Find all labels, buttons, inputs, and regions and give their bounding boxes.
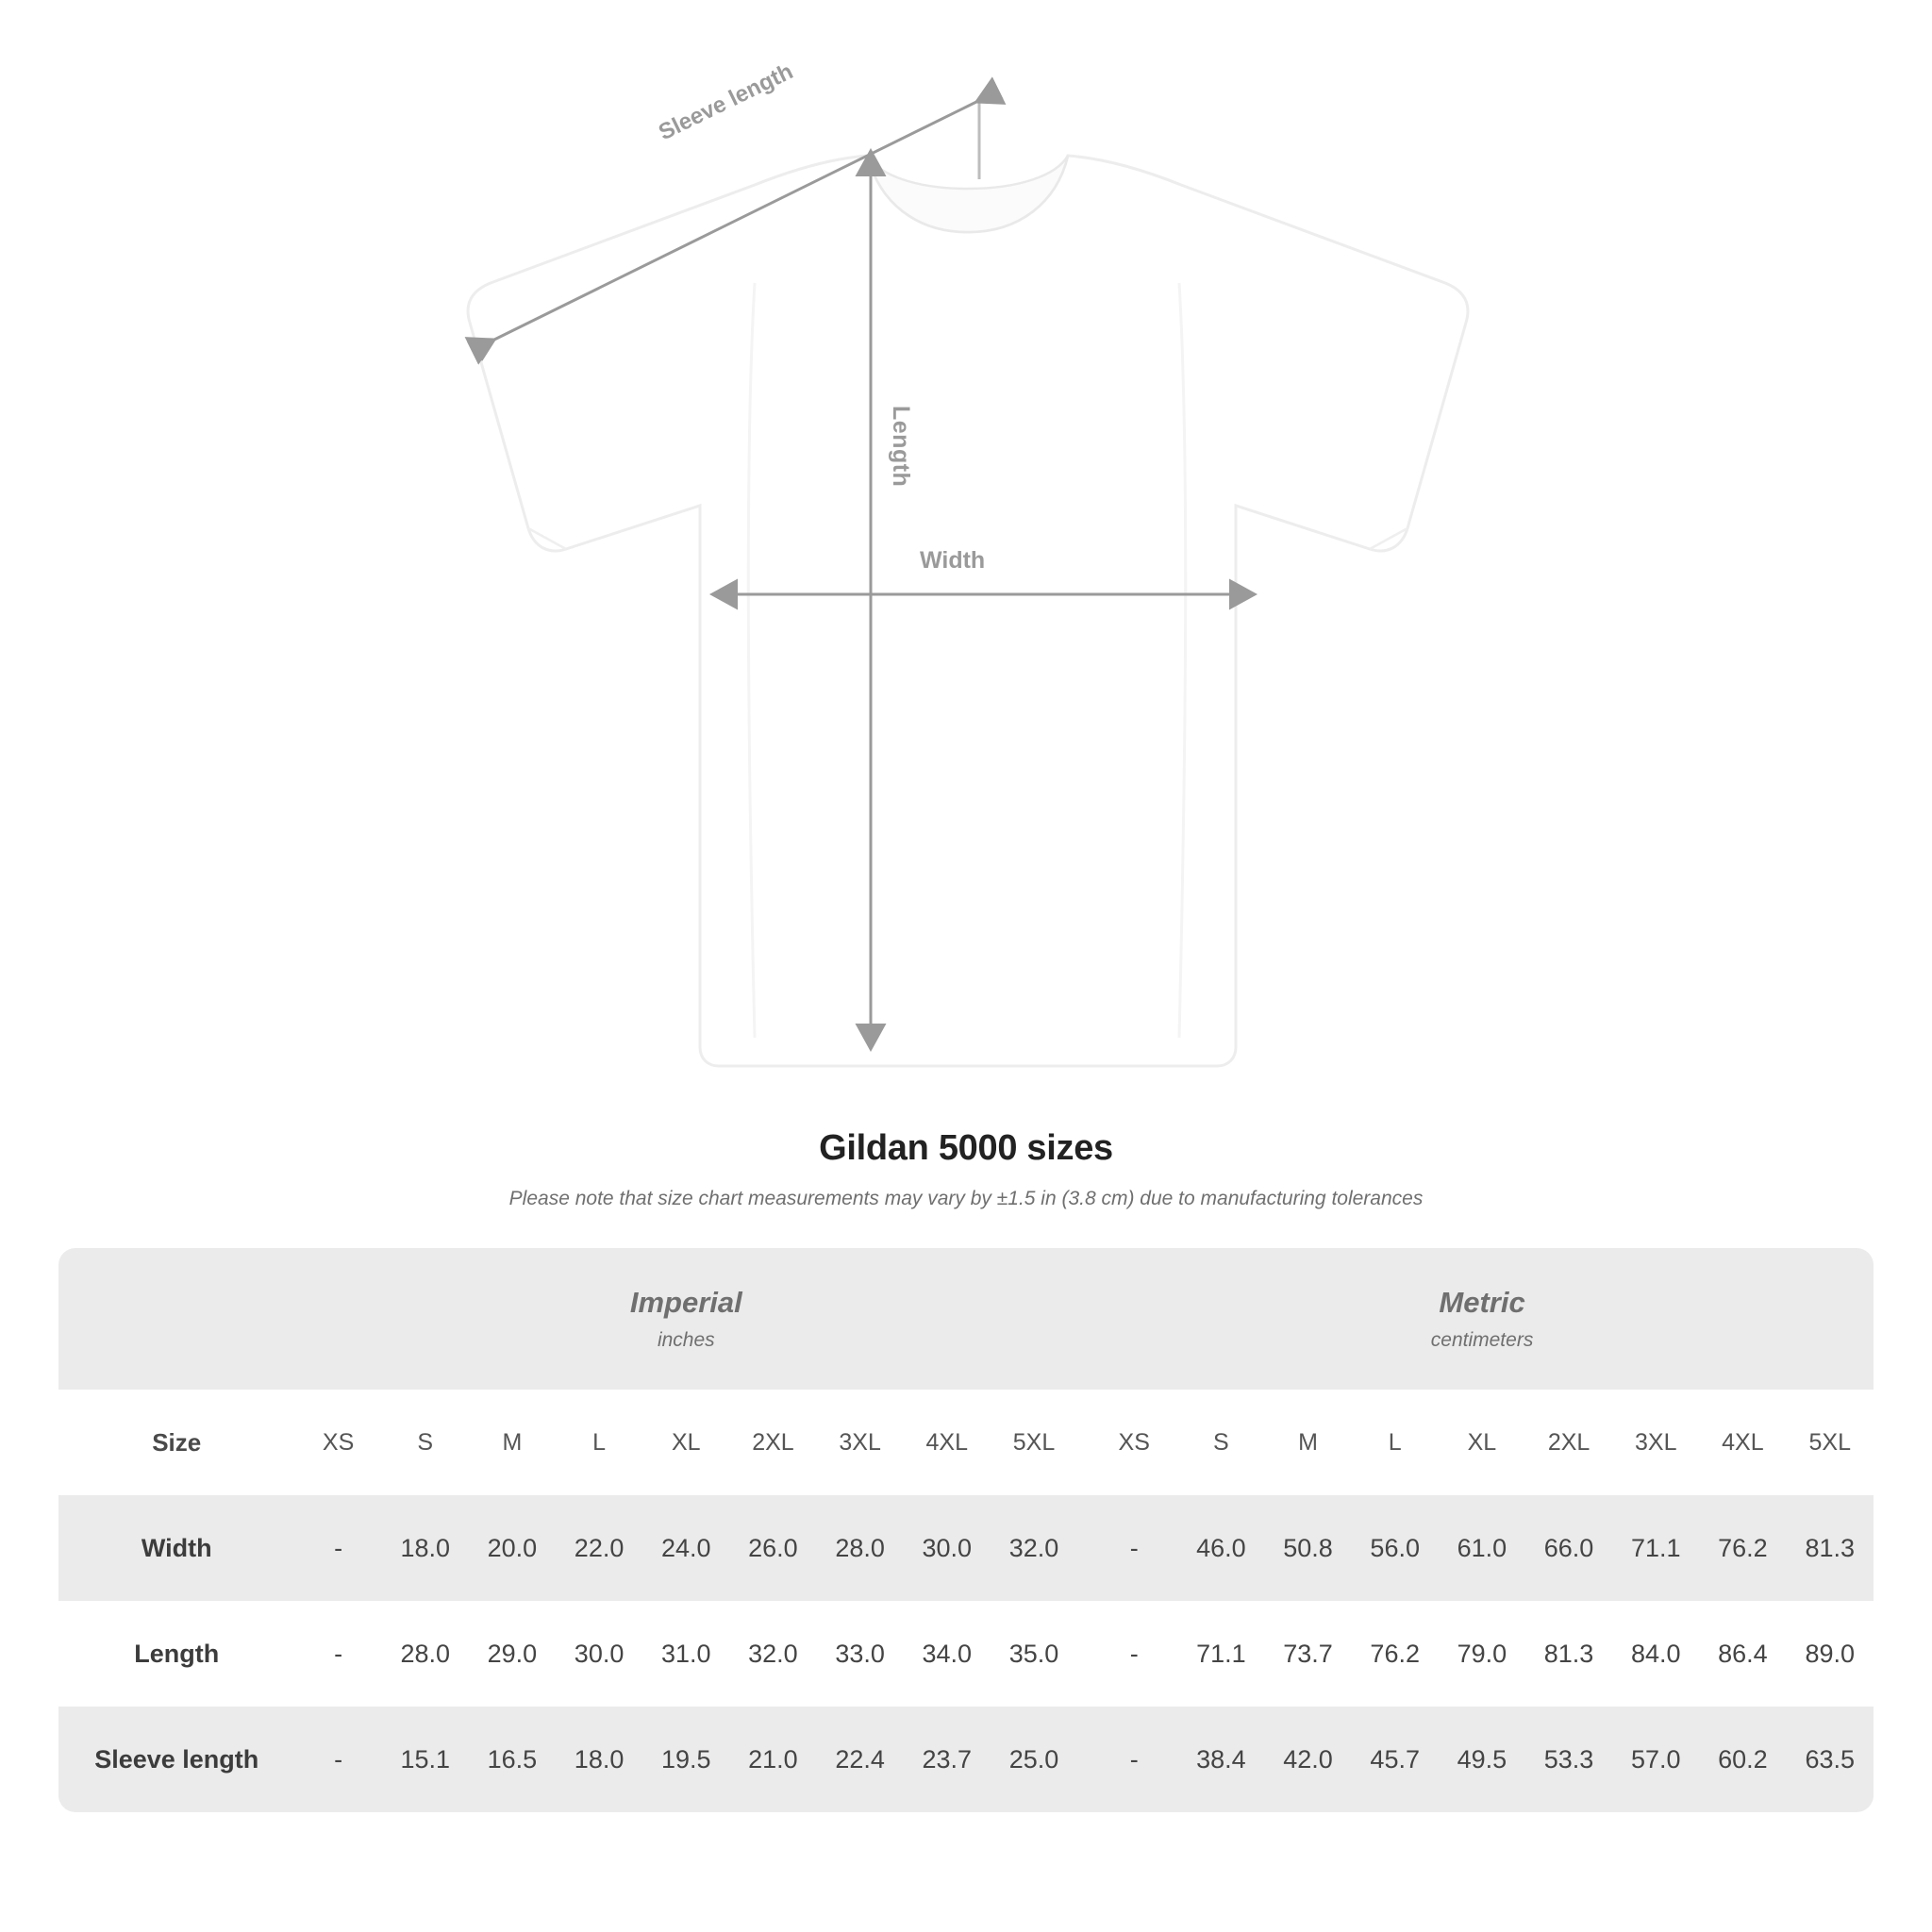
cell-length-metric-1: 71.1 [1177, 1601, 1264, 1707]
unit-row-spacer [58, 1248, 294, 1390]
cell-sleeve-metric-2: 42.0 [1264, 1707, 1351, 1812]
row-separator [1077, 1495, 1091, 1601]
table-row [58, 1601, 1874, 1707]
cell-sleeve-imperial-8: 25.0 [991, 1707, 1077, 1812]
cell-sleeve-metric-1: 38.4 [1177, 1707, 1264, 1812]
cell-sleeve-metric-6: 57.0 [1612, 1707, 1699, 1812]
imperial-label: Imperial [629, 1286, 742, 1319]
size-header-label: Size [58, 1390, 294, 1495]
cell-width-imperial-5: 26.0 [729, 1495, 816, 1601]
cell-sleeve-imperial-1: 15.1 [382, 1707, 469, 1812]
size-header-row [58, 1390, 1874, 1495]
cell-length-metric-5: 81.3 [1525, 1601, 1612, 1707]
metric-sublabel: centimeters [1430, 1329, 1534, 1351]
cell-width-imperial-4: 24.0 [642, 1495, 729, 1601]
cell-width-metric-0: - [1091, 1495, 1177, 1601]
size-header-imperial-5: 2XL [729, 1390, 816, 1495]
size-header-imperial-0: XS [294, 1390, 381, 1495]
cell-width-metric-4: 61.0 [1439, 1495, 1525, 1601]
cell-width-metric-7: 76.2 [1699, 1495, 1786, 1601]
cell-width-metric-6: 71.1 [1612, 1495, 1699, 1601]
cell-length-imperial-7: 34.0 [904, 1601, 991, 1707]
size-header-metric-8: 5XL [1786, 1390, 1874, 1495]
cell-sleeve-imperial-3: 18.0 [556, 1707, 642, 1812]
cell-length-imperial-5: 32.0 [729, 1601, 816, 1707]
row-separator [1077, 1707, 1091, 1812]
cell-sleeve-imperial-5: 21.0 [729, 1707, 816, 1812]
cell-length-imperial-3: 30.0 [556, 1601, 642, 1707]
cell-length-imperial-2: 29.0 [469, 1601, 556, 1707]
size-header-metric-1: S [1177, 1390, 1264, 1495]
size-header-imperial-7: 4XL [904, 1390, 991, 1495]
cell-length-metric-2: 73.7 [1264, 1601, 1351, 1707]
tshirt-shape [468, 156, 1468, 1066]
cell-sleeve-metric-3: 45.7 [1352, 1707, 1439, 1812]
size-header-metric-4: XL [1439, 1390, 1525, 1495]
size-header-imperial-1: S [382, 1390, 469, 1495]
row-label-length: Length [58, 1601, 294, 1707]
row-label-width: Width [58, 1495, 294, 1601]
cell-length-imperial-6: 33.0 [817, 1601, 904, 1707]
imperial-sublabel: inches [657, 1329, 715, 1351]
size-table-container [58, 1248, 1874, 1812]
size-header-imperial-4: XL [642, 1390, 729, 1495]
cell-length-metric-3: 76.2 [1352, 1601, 1439, 1707]
cell-length-metric-4: 79.0 [1439, 1601, 1525, 1707]
cell-sleeve-imperial-4: 19.5 [642, 1707, 729, 1812]
cell-sleeve-imperial-0: - [294, 1707, 381, 1812]
metric-group-header [1091, 1248, 1874, 1390]
imperial-group-header [294, 1248, 1077, 1390]
cell-sleeve-imperial-2: 16.5 [469, 1707, 556, 1812]
page-title: Gildan 5000 sizes [819, 1128, 1113, 1168]
metric-label: Metric [1439, 1286, 1525, 1319]
cell-width-imperial-3: 22.0 [556, 1495, 642, 1601]
size-header-metric-2: M [1264, 1390, 1351, 1495]
cell-length-imperial-4: 31.0 [642, 1601, 729, 1707]
table-row [58, 1707, 1874, 1812]
row-label-sleeve-length: Sleeve length [58, 1707, 294, 1812]
length-label: Length [888, 406, 914, 488]
cell-sleeve-metric-8: 63.5 [1786, 1707, 1874, 1812]
size-table [58, 1248, 1874, 1812]
size-header-separator [1077, 1390, 1091, 1495]
cell-width-metric-5: 66.0 [1525, 1495, 1612, 1601]
cell-width-metric-8: 81.3 [1786, 1495, 1874, 1601]
cell-width-imperial-6: 28.0 [817, 1495, 904, 1601]
unit-group-row [58, 1248, 1874, 1390]
chart-heading [0, 1128, 1932, 1210]
cell-width-metric-2: 50.8 [1264, 1495, 1351, 1601]
width-label: Width [920, 547, 986, 574]
cell-length-metric-6: 84.0 [1612, 1601, 1699, 1707]
size-header-imperial-3: L [556, 1390, 642, 1495]
tolerance-note: Please note that size chart measurements may vary by ±1.5 in (3.8 cm) due to manufacturing tolerances [508, 1188, 1424, 1209]
cell-sleeve-metric-7: 60.2 [1699, 1707, 1786, 1812]
size-header-metric-0: XS [1091, 1390, 1177, 1495]
size-header-metric-5: 2XL [1525, 1390, 1612, 1495]
size-header-imperial-6: 3XL [817, 1390, 904, 1495]
size-header-imperial-8: 5XL [991, 1390, 1077, 1495]
cell-sleeve-imperial-7: 23.7 [904, 1707, 991, 1812]
size-header-metric-6: 3XL [1612, 1390, 1699, 1495]
cell-length-imperial-8: 35.0 [991, 1601, 1077, 1707]
cell-length-imperial-0: - [294, 1601, 381, 1707]
cell-length-imperial-1: 28.0 [382, 1601, 469, 1707]
cell-width-imperial-2: 20.0 [469, 1495, 556, 1601]
cell-length-metric-0: - [1091, 1601, 1177, 1707]
cell-sleeve-metric-4: 49.5 [1439, 1707, 1525, 1812]
cell-width-imperial-1: 18.0 [382, 1495, 469, 1601]
table-row [58, 1495, 1874, 1601]
unit-group-separator [1077, 1248, 1091, 1390]
cell-width-metric-1: 46.0 [1177, 1495, 1264, 1601]
cell-width-imperial-0: - [294, 1495, 381, 1601]
cell-sleeve-imperial-6: 22.4 [817, 1707, 904, 1812]
cell-sleeve-metric-5: 53.3 [1525, 1707, 1612, 1812]
size-header-metric-7: 4XL [1699, 1390, 1786, 1495]
cell-length-metric-7: 86.4 [1699, 1601, 1786, 1707]
size-header-metric-3: L [1352, 1390, 1439, 1495]
size-header-imperial-2: M [469, 1390, 556, 1495]
cell-length-metric-8: 89.0 [1786, 1601, 1874, 1707]
cell-width-metric-3: 56.0 [1352, 1495, 1439, 1601]
cell-width-imperial-7: 30.0 [904, 1495, 991, 1601]
cell-width-imperial-8: 32.0 [991, 1495, 1077, 1601]
row-separator [1077, 1601, 1091, 1707]
cell-sleeve-metric-0: - [1091, 1707, 1177, 1812]
sleeve-length-label: Sleeve length [655, 58, 797, 146]
